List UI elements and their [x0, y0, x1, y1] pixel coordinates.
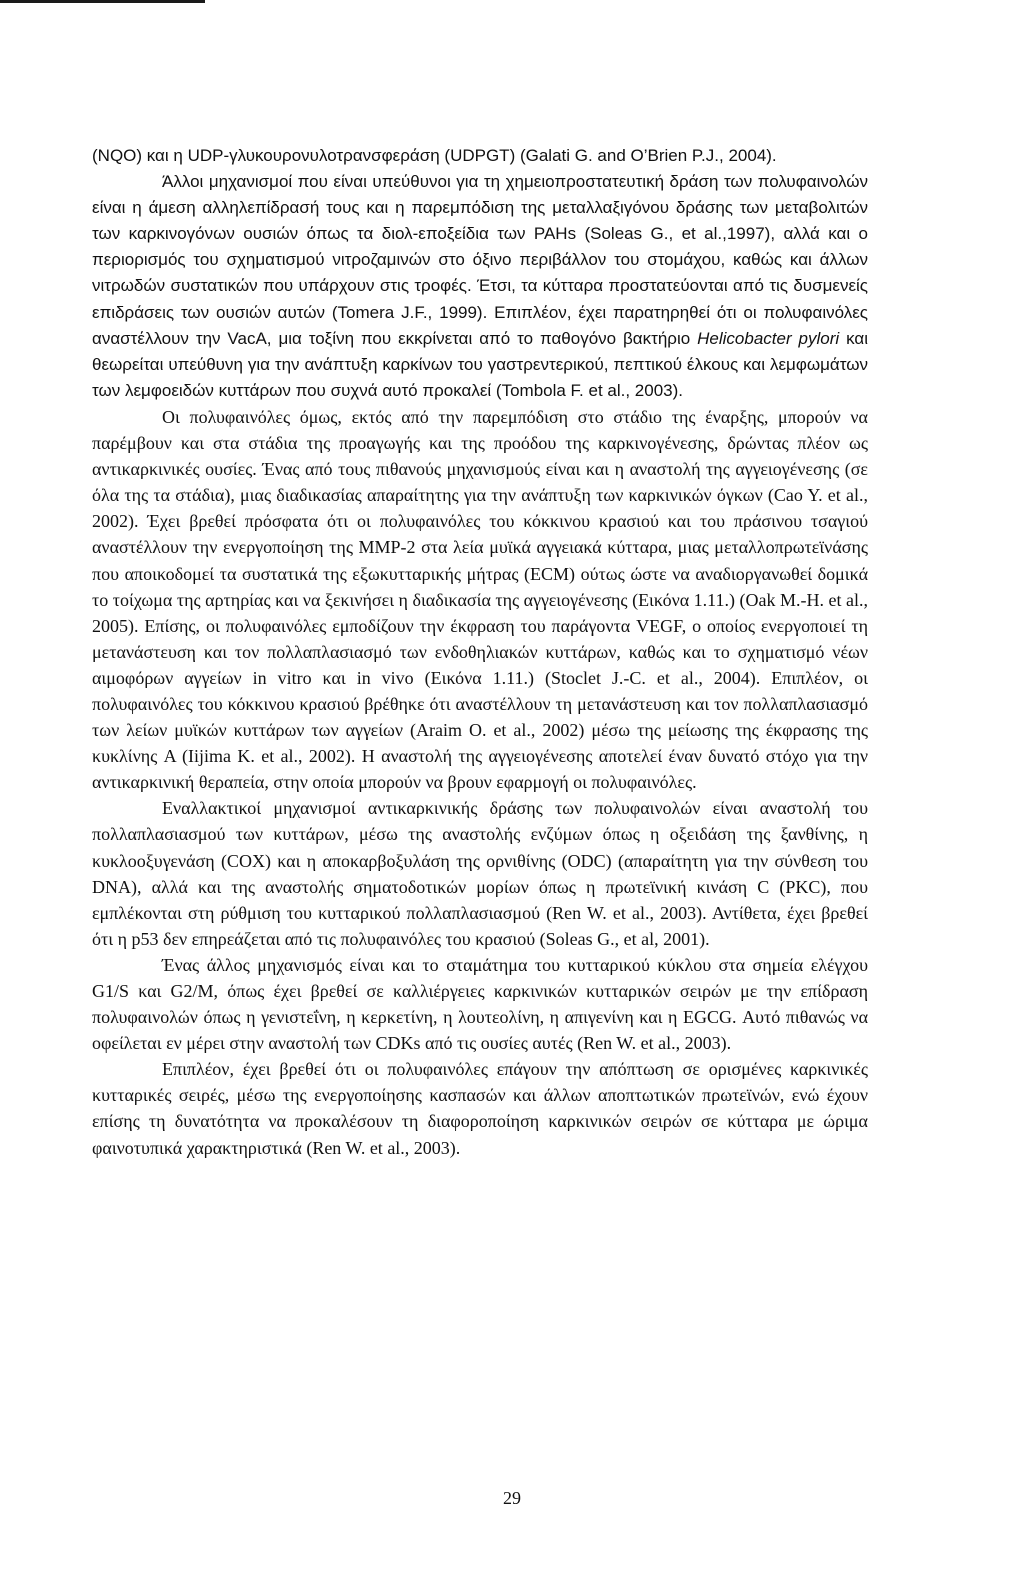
page-number: 29 [503, 1488, 521, 1508]
paragraph-4-text: Ένας άλλος μηχανισμός είναι και το σταμάτημα του κυτταρικού κύκλου στα σημεία ελέγχου G1/S και G2/M, όπως έχει βρεθεί σε καλλιέργειες καρκινικών κυτταρικών σειρών με την επίδραση πολυφαινολών όπως η γενιστεΐνη, η κερκετίνη, η λουτεολίνη, η απιγενίνη και η EGCG. Αυτό πιθανώς να οφείλεται εν μέρει στην αναστολή των CDKs από τις ουσίες αυτές (Ren W. et al., 2003). [92, 954, 868, 1054]
paragraph-3 [92, 795, 868, 952]
top-rule [0, 0, 205, 3]
paragraph-5-text: Επιπλέον, έχει βρεθεί ότι οι πολυφαινόλες επάγουν την απόπτωση σε ορισμένες καρκινικές κυτταρικές σειρές, μέσω της ενεργοποίησης κασπασών και άλλων αποπτωτικών πρωτεϊνών, ενώ έχουν επίσης τη δυνατότητα να προκαλέσουν τη διαφοροποίηση καρκινικών σειρών σε κύτταρα με ώριμα φαινοτυπικά χαρακτηριστικά (Ren W. et al., 2003). [92, 1059, 868, 1158]
paragraph-4 [92, 952, 868, 1056]
paragraph-1 [92, 169, 868, 404]
paragraph-2 [92, 404, 868, 795]
paragraph-1-text-after: και θεωρείται υπεύθυνη για την ανάπτυξη καρκίνων του γαστρεντερικού, πεπτικού έλκους και λεμφωμάτων των λεμφοειδών κυττάρων που συχνά αυτό προκαλεί (Tombola F. et al., 2003). [92, 328, 868, 400]
paragraph-0-text: (NQO) και η UDP-γλυκουρονυλοτρανσφεράση (UDPGT) (Galati G. and O’Brien P.J., 2004). [92, 146, 777, 165]
document-body [92, 143, 868, 1161]
paragraph-1-italic-term: Helicobacter pylori [697, 328, 840, 348]
paragraph-2-text: Οι πολυφαινόλες όμως, εκτός από την παρεμπόδιση στο στάδιο της έναρξης, μπορούν να παρέμβουν και στα στάδια της προαγωγής και της προόδου της καρκινογένεσης, δρώντας πλέον ως αντικαρκινικές ουσίες. Ένας από τους πιθανούς μηχανισμούς είναι και η αναστολή της αγγειογένεσης (σε όλα της τα στάδια), μιας διαδικασίας απαραίτητης για την ανάπτυξη των καρκινικών όγκων (Cao Y. et al., 2002). Έχει βρεθεί πρόσφατα ότι οι πολυφαινόλες του κόκκινου κρασιού και του πράσινου τσαγιού αναστέλλουν την ενεργοποίηση της MMP-2 στα λεία μυϊκά αγγειακά κύτταρα, μιας μεταλλοπρωτεϊνάσης που αποικοδομεί τα συστατικά της εξωκυτταρικής μήτρας (ECM) ούτως ώστε να αναδιοργανωθεί δομικά το τοίχωμα της αρτηρίας και να ξεκινήσει η διαδικασία της αγγειογένεσης (Εικόνα 1.11.) (Oak M.-H. et al., 2005). Επίσης, οι πολυφαινόλες εμποδίζουν την έκφραση του παράγοντα VEGF, ο οποίος ενεργοποιεί τη μετανάστευση και τον πολλαπλασιασμό των ενδοθηλιακών κυττάρων, καθώς και το σχηματισμό νέων αιμοφόρων αγγείων in vitro και in vivo (Εικόνα 1.11.) (Stoclet J.-C. et al., 2004). Επιπλέον, οι πολυφαινόλες του κόκκινου κρασιού βρέθηκε ότι αναστέλλουν τη μετανάστευση και τον πολλαπλασιασμό των λείων μυϊκών κυττάρων των αγγείων (Araim O. et al., 2002) μέσω της μείωσης της έκφρασης της κυκλίνης A (Iijima K. et al., 2002). Η αναστολή της αγγειογένεσης αποτελεί έναν δυνατό στόχο για την αντικαρκινική θεραπεία, στην οποία μπορούν να βρουν εφαρμογή οι πολυφαινόλες. [92, 406, 868, 793]
paragraph-3-text: Εναλλακτικοί μηχανισμοί αντικαρκινικής δράσης των πολυφαινολών είναι αναστολή του πολλαπλασιασμού των κυττάρων, μέσω της αναστολής ενζύμων όπως η οξειδάση της ξανθίνης, η κυκλοοξυγενάση (COX) και η αποκαρβοξυλάση της ορνιθίνης (ODC) (απαραίτητη για την σύνθεση του DNA), αλλά και της αναστολής σηματοδοτικών μορίων όπως η πρωτεϊνική κινάση C (PKC), που εμπλέκονται στη ρύθμιση του κυτταρικού πολλαπλασιασμού (Ren W. et al., 2003). Αντίθετα, έχει βρεθεί ότι η p53 δεν επηρεάζεται από τις πολυφαινόλες του κρασιού (Soleas G., et al, 2001). [92, 798, 868, 949]
paragraph-0 [92, 143, 868, 169]
paragraph-1-text: Άλλοι μηχανισμοί που είναι υπεύθυνοι για τη χημειοπροστατευτική δράση των πολυφαινολών είναι η άμεση αλληλεπίδρασή τους και η παρεμπόδιση της μεταλλαξιγόνου δράσης των μεταβολιτών των καρκινογόνων ουσιών όπως τα διολ-εποξείδια των PAHs (Soleas G., et al.,1997), αλλά και ο περιορισμός του σχηματισμού νιτροζαμινών στο όξινο περιβάλλον του στομάχου, καθώς και άλλων νιτρωδών συστατικών που υπάρχουν στις τροφές. Έτσι, τα κύτταρα προστατεύονται από τις δυσμενείς επιδράσεις των ουσιών αυτών (Tomera J.F., 1999). Επιπλέον, έχει παρατηρηθεί ότι οι πολυφαινόλες αναστέλλουν την VacA, μια τοξίνη που εκκρίνεται από το παθογόνο βακτήριο [92, 172, 868, 348]
paragraph-5 [92, 1056, 868, 1160]
